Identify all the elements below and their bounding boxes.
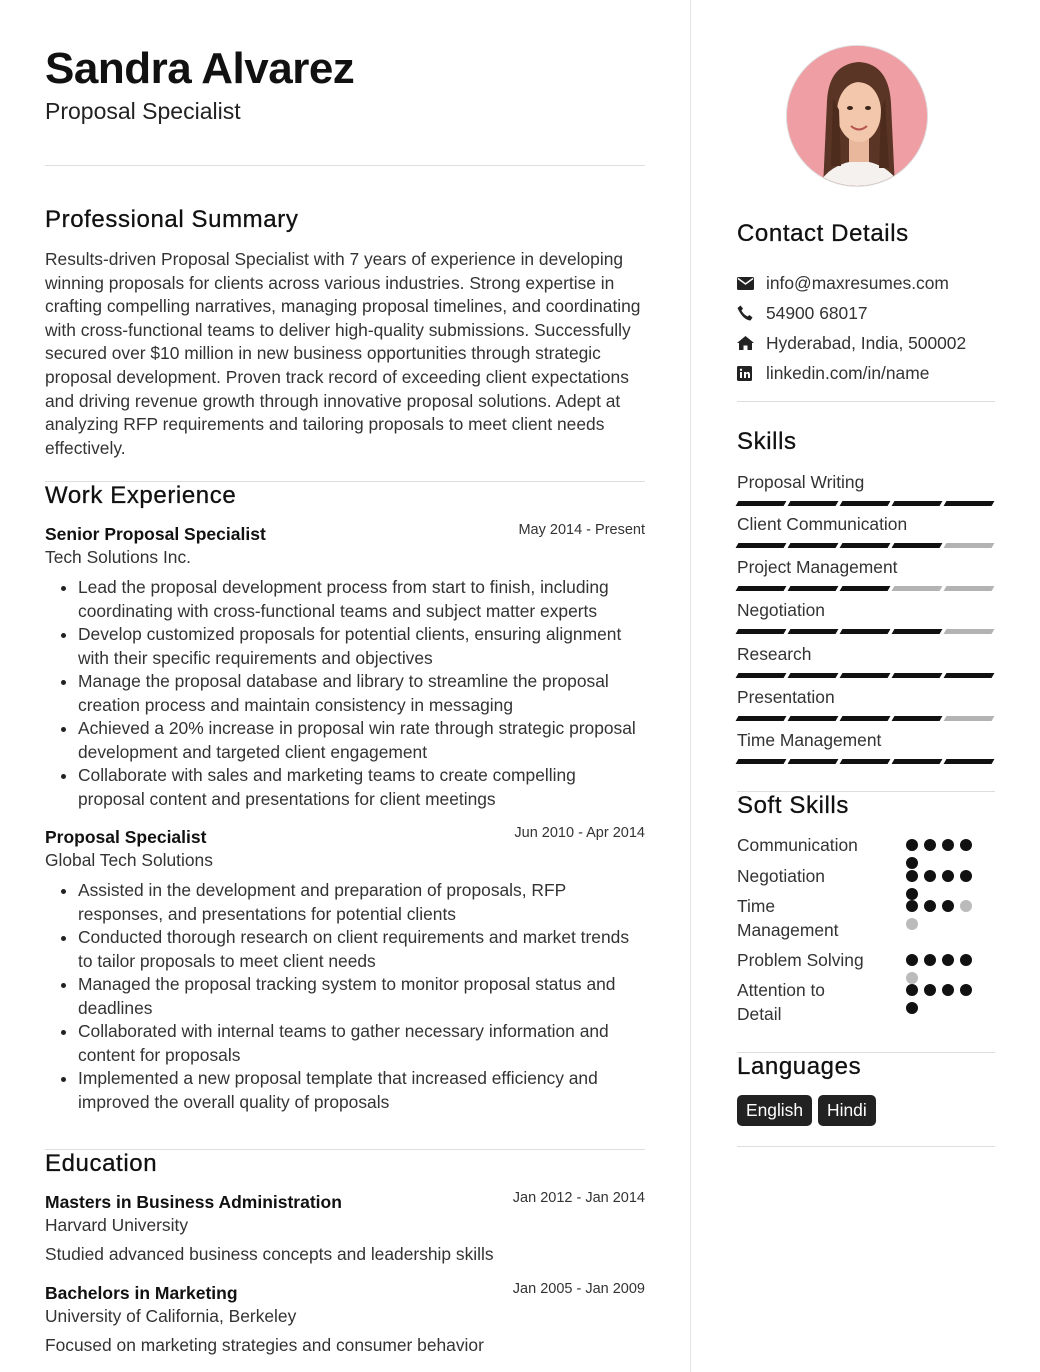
rating-dot [906,870,918,882]
skill-level-bar [737,543,995,548]
bullet-item: Assisted in the development and preparation of proposals, RFP responses, and presentations for potential clients [45,879,645,926]
bullet-item: Conducted thorough research on client requirements and market trends to tailor proposals to meet client needs [45,926,645,973]
soft-skill-name: Communication [737,835,858,855]
soft-skill-item [737,834,995,858]
rating-dot [942,839,954,851]
skill-level-segment [892,673,943,678]
language-badge: Hindi [818,1095,876,1126]
soft-skill-item [737,949,995,973]
skill-level-segment [840,759,891,764]
skill-level-segment [944,629,995,634]
skill-level-segment [840,586,891,591]
contact-phone[interactable] [737,298,995,328]
education-entry [45,1283,645,1356]
skill-level-segment [892,716,943,721]
soft-skill-item [737,895,995,942]
job-entry [45,524,645,811]
skill-level-segment [736,759,787,764]
degree: Bachelors in Marketing [45,1283,238,1303]
bullet-item: Lead the proposal development process from start to finish, including coordinating with cross-functional teams and subject matter experts [45,576,645,623]
job-entry [45,827,645,1114]
candidate-name: Sandra Alvarez [45,44,355,93]
rating-dot [942,900,954,912]
languages-bottom-divider [737,1146,995,1147]
bullet-item: Managed the proposal tracking system to monitor proposal status and deadlines [45,973,645,1020]
skill-level-segment [944,501,995,506]
linkedin-icon [737,366,766,381]
skill-level-segment [736,501,787,506]
job-company: Global Tech Solutions [45,850,213,870]
soft-skill-rating [906,984,978,1014]
rating-dot [906,1002,918,1014]
skill-level-segment [840,501,891,506]
job-role: Proposal Specialist [45,827,207,847]
skill-level-segment [840,543,891,548]
education-dates: Jan 2012 - Jan 2014 [512,1190,645,1206]
skill-level-segment [944,586,995,591]
skill-item [737,514,995,548]
skills-heading: Skills [737,428,797,455]
skill-level-segment [788,629,839,634]
skill-level-segment [788,759,839,764]
candidate-title: Proposal Specialist [45,98,241,124]
rating-dot [906,839,918,851]
header-divider [45,165,645,166]
rating-dot [924,900,936,912]
contact-email[interactable] [737,268,995,298]
skill-level-segment [736,716,787,721]
skill-level-bar [737,629,995,634]
bullet-item: Achieved a 20% increase in proposal win rate through strategic proposal development and targeted client engagement [45,717,645,764]
rating-dot [924,954,936,966]
job-bullets [45,576,645,811]
rating-dot [906,954,918,966]
skill-level-segment [892,543,943,548]
phone-icon [737,305,766,321]
skill-item [737,600,995,634]
contact-text: linkedin.com/in/name [766,362,930,383]
rating-dot [942,870,954,882]
rating-dot [960,900,972,912]
bullet-item: Develop customized proposals for potential clients, ensuring alignment with their specific requirements and objectives [45,623,645,670]
school: Harvard University [45,1215,189,1235]
skill-item [737,687,995,721]
soft-skill-item [737,865,995,889]
skill-level-segment [944,673,995,678]
bullet-item: Manage the proposal database and library to streamline the proposal creation process and maintain consistency in messaging [45,670,645,717]
summary-text: Results-driven Proposal Specialist with 7 years of experience in developing winning proposals for clients across various industries. Strong expertise in crafting compelling narratives, managing proposal timelines, and coordinating with cross-functional teams to deliver high-quality submissions. Successfully secured over $10 million in new business opportunities through strategic proposal development. Proven track record of exceeding client expectations and driving revenue growth through innovative proposal solutions. Adept at analyzing RFP requirements and tailoring proposals to meet client needs effectively. [45,249,641,458]
skill-name: Proposal Writing [737,472,865,492]
skill-level-segment [736,543,787,548]
skill-level-bar [737,586,995,591]
envelope-icon [737,277,766,290]
skill-name: Project Management [737,557,898,577]
contact-list [737,268,995,388]
skill-level-bar [737,501,995,506]
soft-skills-heading: Soft Skills [737,792,849,819]
home-icon [737,336,766,350]
skill-level-segment [788,716,839,721]
rating-dot [960,839,972,851]
bullet-item: Collaborate with sales and marketing teams to create compelling proposal content and presentations for client meetings [45,764,645,811]
rating-dot [924,984,936,996]
skills-divider [737,401,995,402]
rating-dot [906,984,918,996]
skill-level-segment [736,586,787,591]
rating-dot [924,870,936,882]
bullet-item: Collaborated with internal teams to gather necessary information and content for proposals [45,1020,645,1067]
soft-skill-item [737,979,995,1026]
rating-dot [960,954,972,966]
education-description: Studied advanced business concepts and leadership skills [45,1244,494,1264]
skill-level-segment [788,673,839,678]
skill-item [737,730,995,764]
soft-skill-rating [906,900,978,930]
bullet-item: Implemented a new proposal template that increased efficiency and improved the overall quality of proposals [45,1067,645,1114]
rating-dot [960,984,972,996]
skill-name: Time Management [737,730,882,750]
rating-dot [906,900,918,912]
skill-level-segment [892,501,943,506]
skill-level-segment [840,673,891,678]
soft-skill-name: Time Management [737,896,839,940]
skill-item [737,472,995,506]
experience-heading: Work Experience [45,482,237,509]
rating-dot [942,984,954,996]
skill-level-segment [944,716,995,721]
job-dates: Jun 2010 - Apr 2014 [514,825,645,841]
soft-skill-name: Problem Solving [737,950,864,970]
skill-name: Client Communication [737,514,908,534]
column-divider [690,0,691,1372]
skill-level-segment [736,673,787,678]
skill-level-segment [944,759,995,764]
contact-text: 54900 68017 [766,302,868,323]
contact-address [737,328,995,358]
rating-dot [924,839,936,851]
skill-level-bar [737,716,995,721]
job-company: Tech Solutions Inc. [45,547,191,567]
rating-dot [942,954,954,966]
skill-level-segment [892,759,943,764]
skill-level-bar [737,673,995,678]
school: University of California, Berkeley [45,1306,297,1326]
skill-level-segment [788,501,839,506]
job-role: Senior Proposal Specialist [45,524,266,544]
education-dates: Jan 2005 - Jan 2009 [512,1281,645,1297]
portrait-image [787,46,928,187]
skill-level-bar [737,759,995,764]
soft-skill-name: Negotiation [737,866,825,886]
education-heading: Education [45,1150,158,1177]
contact-text: Hyderabad, India, 500002 [766,332,967,353]
skill-level-segment [788,586,839,591]
skill-name: Negotiation [737,600,825,620]
contact-linkedin[interactable] [737,358,995,388]
soft-skill-name: Attention to Detail [737,980,825,1024]
avatar [786,45,928,187]
education-description: Focused on marketing strategies and consumer behavior [45,1335,484,1355]
languages-list [737,1095,876,1126]
degree: Masters in Business Administration [45,1192,342,1212]
skill-name: Presentation [737,687,835,707]
skill-level-segment [840,629,891,634]
skill-level-segment [840,716,891,721]
rating-dot [960,870,972,882]
education-entry [45,1192,645,1265]
summary-heading: Professional Summary [45,206,299,233]
contact-heading: Contact Details [737,220,909,247]
job-dates: May 2014 - Present [518,522,645,538]
skill-item [737,644,995,678]
skill-item [737,557,995,591]
languages-heading: Languages [737,1053,862,1080]
contact-text: info@maxresumes.com [766,272,949,293]
skill-level-segment [892,586,943,591]
skill-name: Research [737,644,812,664]
skill-level-segment [788,543,839,548]
skill-level-segment [892,629,943,634]
language-badge: English [737,1095,812,1126]
skill-level-segment [944,543,995,548]
job-bullets [45,879,645,1114]
skill-level-segment [736,629,787,634]
rating-dot [906,918,918,930]
